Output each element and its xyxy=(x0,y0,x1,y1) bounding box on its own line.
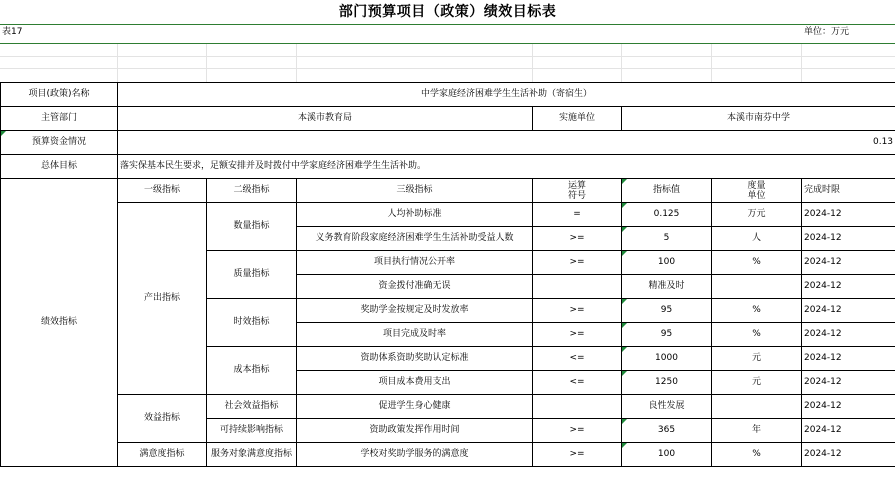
unit-cell[interactable]: % xyxy=(712,323,802,347)
level3-cell: 项目成本费用支出 xyxy=(297,371,533,395)
value-cell[interactable]: 100 xyxy=(622,251,712,275)
project-name-label: 项目(政策)名称 xyxy=(1,83,118,107)
deadline-cell[interactable]: 2024-12 xyxy=(802,299,895,323)
value-cell[interactable]: 1000 xyxy=(622,347,712,371)
level3-cell: 资金拨付准确无误 xyxy=(297,275,533,299)
unit-cell[interactable]: 万元 xyxy=(712,203,802,227)
overall-goal-label: 总体目标 xyxy=(1,155,118,179)
unit-label: 单位：万元 xyxy=(804,27,850,37)
header-level2: 二级指标 xyxy=(207,179,297,203)
level2-cell: 可持续影响指标 xyxy=(207,419,297,443)
header-unit: 度量 单位 xyxy=(712,179,802,203)
level3-cell: 人均补助标准 xyxy=(297,203,533,227)
unit-cell[interactable]: 元 xyxy=(712,371,802,395)
funds-label: 预算资金情况 xyxy=(1,131,118,155)
funds-value[interactable]: 0.13 xyxy=(118,131,895,155)
level2-cell: 数量指标 xyxy=(207,203,297,251)
header-level1: 一级指标 xyxy=(118,179,207,203)
deadline-cell[interactable]: 2024-12 xyxy=(802,395,895,419)
blank-spreadsheet-rows xyxy=(0,44,895,82)
performance-goal-table xyxy=(0,82,895,467)
value-cell[interactable]: 0.125 xyxy=(622,203,712,227)
level3-cell: 资助体系资助奖助认定标准 xyxy=(297,347,533,371)
deadline-cell[interactable]: 2024-12 xyxy=(802,227,895,251)
deadline-cell[interactable]: 2024-12 xyxy=(802,203,895,227)
level2-cell: 成本指标 xyxy=(207,347,297,395)
header-operator: 运算 符号 xyxy=(533,179,622,203)
level3-cell: 奖助学金按规定及时发放率 xyxy=(297,299,533,323)
operator-cell[interactable]: <= xyxy=(533,347,622,371)
value-cell[interactable]: 良性发展 xyxy=(622,395,712,419)
overall-goal-value[interactable]: 落实保基本民生要求，足额安排并及时拨付中学家庭经济困难学生生活补助。 xyxy=(118,155,895,179)
table-number: 表17 xyxy=(2,27,23,37)
overall-goal-row xyxy=(1,155,895,179)
level3-cell: 义务教育阶段家庭经济困难学生生活补助受益人数 xyxy=(297,227,533,251)
indicator-row xyxy=(1,203,895,227)
level3-cell: 资助政策发挥作用时间 xyxy=(297,419,533,443)
unit-cell[interactable]: 元 xyxy=(712,347,802,371)
value-cell[interactable]: 365 xyxy=(622,419,712,443)
deadline-cell[interactable]: 2024-12 xyxy=(802,443,895,467)
project-name-row xyxy=(1,83,895,107)
operator-cell[interactable]: >= xyxy=(533,299,622,323)
value-cell[interactable]: 精准及时 xyxy=(622,275,712,299)
level3-cell: 促进学生身心健康 xyxy=(297,395,533,419)
operator-cell[interactable] xyxy=(533,275,622,299)
level1-cell: 产出指标 xyxy=(118,203,207,395)
value-cell[interactable]: 5 xyxy=(622,227,712,251)
unit-cell[interactable]: % xyxy=(712,251,802,275)
deadline-cell[interactable]: 2024-12 xyxy=(802,323,895,347)
indicator-row xyxy=(1,443,895,467)
department-value[interactable]: 本溪市教育局 xyxy=(118,107,533,131)
meta-row xyxy=(0,22,895,42)
operator-cell[interactable]: >= xyxy=(533,227,622,251)
unit-cell[interactable]: % xyxy=(712,299,802,323)
implementing-unit-value[interactable]: 本溪市南芬中学 xyxy=(622,107,895,131)
deadline-cell[interactable]: 2024-12 xyxy=(802,275,895,299)
performance-indicators-label: 绩效指标 xyxy=(1,179,118,467)
value-cell[interactable]: 1250 xyxy=(622,371,712,395)
operator-cell[interactable]: >= xyxy=(533,323,622,347)
deadline-cell[interactable]: 2024-12 xyxy=(802,419,895,443)
level3-cell: 项目执行情况公开率 xyxy=(297,251,533,275)
operator-cell[interactable]: >= xyxy=(533,251,622,275)
level2-cell: 时效指标 xyxy=(207,299,297,347)
value-cell[interactable]: 95 xyxy=(622,323,712,347)
header-deadline: 完成时限 xyxy=(802,179,895,203)
project-name-value[interactable]: 中学家庭经济困难学生生活补助（寄宿生） xyxy=(118,83,895,107)
implementing-unit-label: 实施单位 xyxy=(533,107,622,131)
level2-cell: 社会效益指标 xyxy=(207,395,297,419)
unit-cell[interactable]: % xyxy=(712,443,802,467)
operator-cell[interactable]: >= xyxy=(533,419,622,443)
level3-cell: 学校对奖助学服务的满意度 xyxy=(297,443,533,467)
level2-cell: 质量指标 xyxy=(207,251,297,299)
funds-row xyxy=(1,131,895,155)
level3-cell: 项目完成及时率 xyxy=(297,323,533,347)
unit-cell[interactable] xyxy=(712,395,802,419)
deadline-cell[interactable]: 2024-12 xyxy=(802,347,895,371)
value-cell[interactable]: 100 xyxy=(622,443,712,467)
unit-cell[interactable]: 年 xyxy=(712,419,802,443)
header-value: 指标值 xyxy=(622,179,712,203)
deadline-cell[interactable]: 2024-12 xyxy=(802,371,895,395)
header-level3: 三级指标 xyxy=(297,179,533,203)
page-title: 部门预算项目（政策）绩效目标表 xyxy=(338,4,557,20)
level1-cell: 效益指标 xyxy=(118,395,207,443)
indicator-row xyxy=(1,395,895,419)
operator-cell[interactable]: <= xyxy=(533,371,622,395)
level2-cell: 服务对象满意度指标 xyxy=(207,443,297,467)
department-row xyxy=(1,107,895,131)
deadline-cell[interactable]: 2024-12 xyxy=(802,251,895,275)
level1-cell: 满意度指标 xyxy=(118,443,207,467)
value-cell[interactable]: 95 xyxy=(622,299,712,323)
department-label: 主管部门 xyxy=(1,107,118,131)
unit-cell[interactable] xyxy=(712,275,802,299)
indicator-header-row xyxy=(1,179,895,203)
operator-cell[interactable]: = xyxy=(533,203,622,227)
operator-cell[interactable] xyxy=(533,395,622,419)
operator-cell[interactable]: >= xyxy=(533,443,622,467)
unit-cell[interactable]: 人 xyxy=(712,227,802,251)
